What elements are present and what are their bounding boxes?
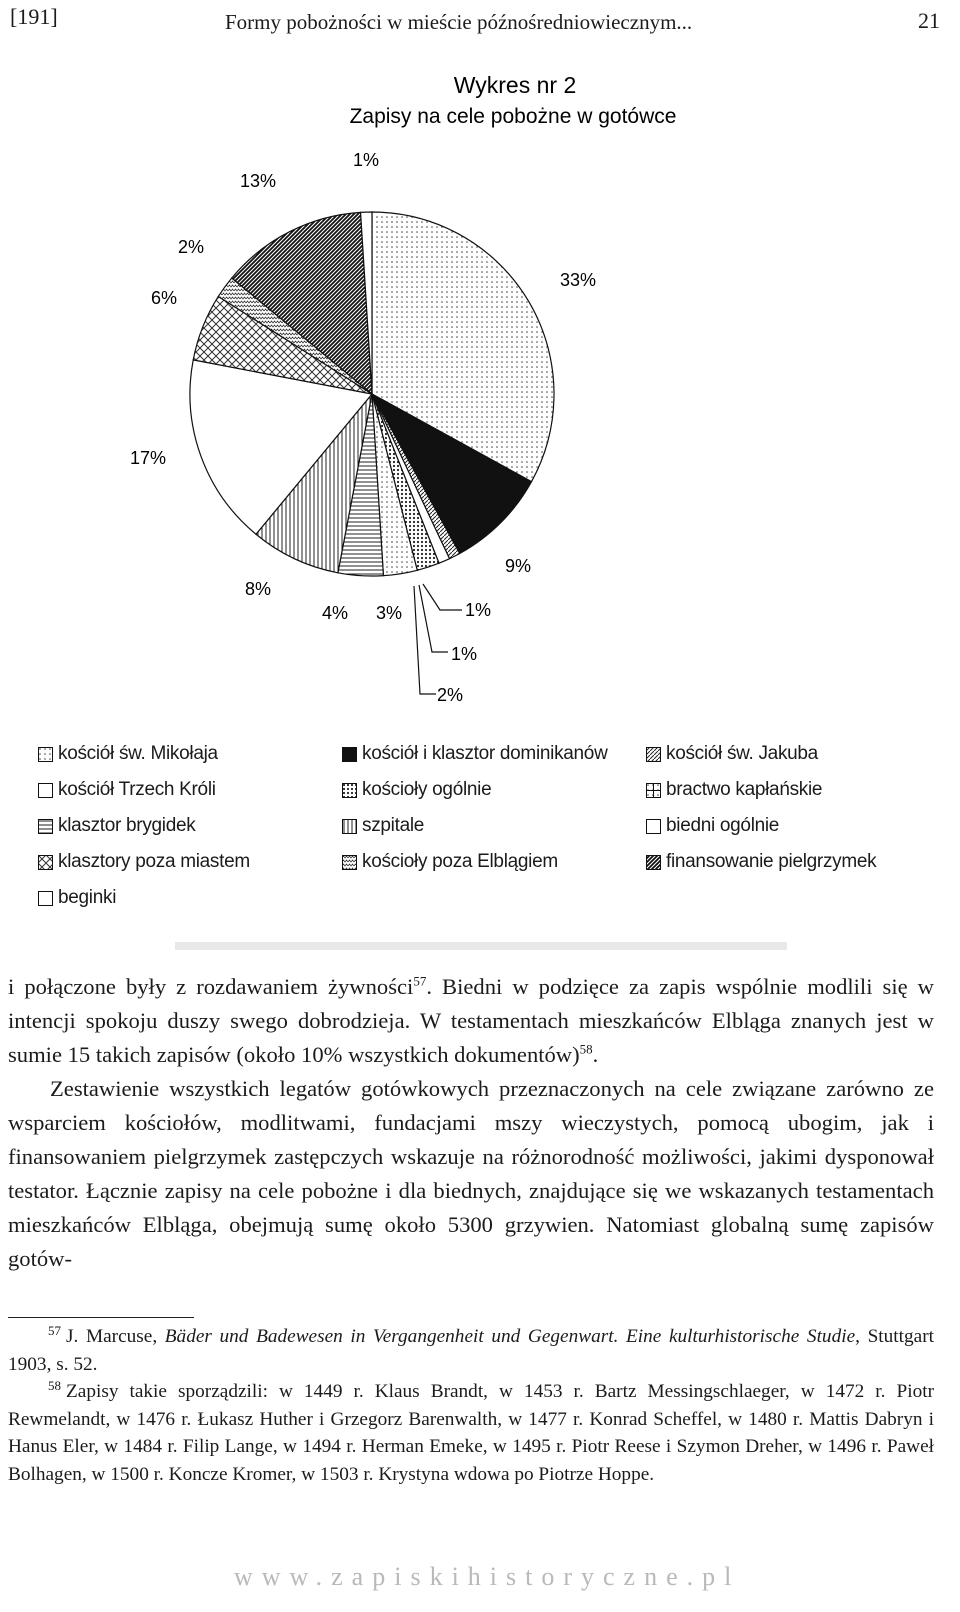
leader-line [414, 586, 436, 694]
text-run: Zapisy takie sporządzili: w 1449 r. Klaus Brandt, w 1453 r. Bartz Messingschlaeger, w 1472 r. Piotr Rewmelandt, w 1476 r. Łukasz Huther i Grzegorz Barenwalth, w 1477 r. Konrad Scheffel, w 1480 r. Mattis Dabryn i Hanus Eler, w 1484 r. Filip Lange, w 1494 r. Herman Emeke, w 1495 r. Piotr Reese i Szymon Dreher, w 1496 r. Paweł Bolhagen, w 1500 r. Koncze Kromer, w 1503 r. Krystyna wdowa po Piotrze Hoppe. [8, 1381, 934, 1485]
body-text [8, 970, 934, 1276]
legend-label: finansowanie pielgrzymek [666, 851, 877, 872]
footnote-58 [8, 1378, 934, 1488]
slice-label: 1% [450, 644, 478, 664]
legend-label: kościoły poza Elblągiem [362, 851, 558, 872]
legend-swatch [38, 819, 53, 834]
footnote-57 [8, 1323, 934, 1378]
page-number: 21 [918, 8, 940, 33]
legend-swatch [646, 855, 661, 870]
text-run: i połączone były z rozdawaniem żywności [8, 974, 414, 999]
legend-label: klasztory poza miastem [58, 851, 250, 872]
slice-label: 1% [464, 600, 492, 620]
text-run: . [592, 1042, 599, 1067]
legend-swatch [38, 891, 53, 906]
running-title: Formy pobożności w mieście późnośredniowiecznym... [225, 10, 693, 34]
legend-swatch [38, 855, 53, 870]
legend-swatch [342, 783, 357, 798]
legend-swatch [646, 747, 661, 762]
legend-label: szpitale [362, 815, 425, 836]
chart-title: Wykres nr 2 [453, 72, 577, 98]
slice-label: 17% [129, 448, 167, 468]
legend-swatch [38, 783, 53, 798]
legend-swatch [342, 855, 357, 870]
slice-label: 13% [239, 171, 277, 191]
footnote-ref: 58 [579, 1041, 593, 1057]
legend-swatch [342, 747, 357, 762]
text-run-italic: Bäder und Badewesen in Vergangenheit und Gegenwart. Eine kulturhistorische Studie [164, 1326, 856, 1347]
slice-label: 4% [321, 603, 349, 623]
slice-label: 33% [559, 270, 597, 290]
leader-line [419, 585, 448, 652]
legend-label: bractwo kapłańskie [666, 779, 823, 800]
chart-subtitle: Zapisy na cele pobożne w gotówce [349, 105, 677, 128]
legend-label: klasztor brygidek [58, 815, 196, 836]
footnote-number: 57 [48, 1322, 61, 1338]
pie-leader-lines [414, 584, 462, 694]
slice-label: 1% [352, 150, 380, 170]
legend-label: kościoły ogólnie [362, 779, 492, 800]
legend-label: kościół św. Mikołaja [58, 743, 218, 764]
slice-label: 8% [244, 579, 272, 599]
paragraph [8, 970, 934, 1072]
footnote-number: 58 [48, 1377, 61, 1393]
legend-label: beginki [58, 887, 117, 908]
leader-line [423, 584, 462, 610]
watermark-bar [175, 942, 787, 950]
text-run: . Biedni w podzięce za zapis wspólnie modlili się w intencji spokoju duszy swego dobrodzieja. W testamentach mieszkańców Elbląga znanych jest w sumie 15 takich zapisów (około 10% wszystkich dokumentów) [8, 974, 934, 1067]
website-footer: www.zapiskihistoryczne.pl [234, 1562, 741, 1591]
legend-label: kościół św. Jakuba [666, 743, 818, 764]
chart-legend [38, 742, 938, 922]
slice-label: 2% [436, 685, 464, 705]
legend-swatch [646, 819, 661, 834]
slice-label: 3% [375, 603, 403, 623]
footnotes [8, 1323, 934, 1488]
paragraph: Zestawienie wszystkich legatów gotówkowych przeznaczonych na cele związane zarówno ze wsparciem kościołów, modlitwami, fundacjami mszy wieczystych, pomocą ubogim, jak i finansowaniem pielgrzymek zastępczych wskazuje na różnorodność możliwości, jakimi dysponował testator. Łącznie zapisy na cele pobożne i dla biednych, znajdujące się we wskazanych testamentach mieszkańców Elbląga, obejmują sumę około 5300 grzywien. Natomiast globalną sumę zapisów gotów- [8, 1076, 934, 1271]
legend-swatch [646, 783, 661, 798]
footnote-ref: 57 [413, 973, 427, 989]
page-bracket-number: [191] [10, 4, 58, 29]
pie-chart [0, 60, 960, 720]
page-header [10, 4, 940, 44]
text-run: , Stuttgart 1903, s. 52. [8, 1326, 934, 1375]
pie-slices [190, 212, 554, 576]
legend-label: kościół Trzech Króli [58, 779, 216, 800]
slice-label: 9% [504, 556, 532, 576]
legend-swatch [38, 747, 53, 762]
text-run: J. Marcuse, [66, 1326, 165, 1347]
slice-label: 2% [177, 237, 205, 257]
slice-label: 6% [150, 288, 178, 308]
footnote-rule [8, 1317, 194, 1318]
legend-swatch [342, 819, 357, 834]
legend-label: biedni ogólnie [666, 815, 780, 836]
legend-label: kościół i klasztor dominikanów [362, 743, 608, 764]
